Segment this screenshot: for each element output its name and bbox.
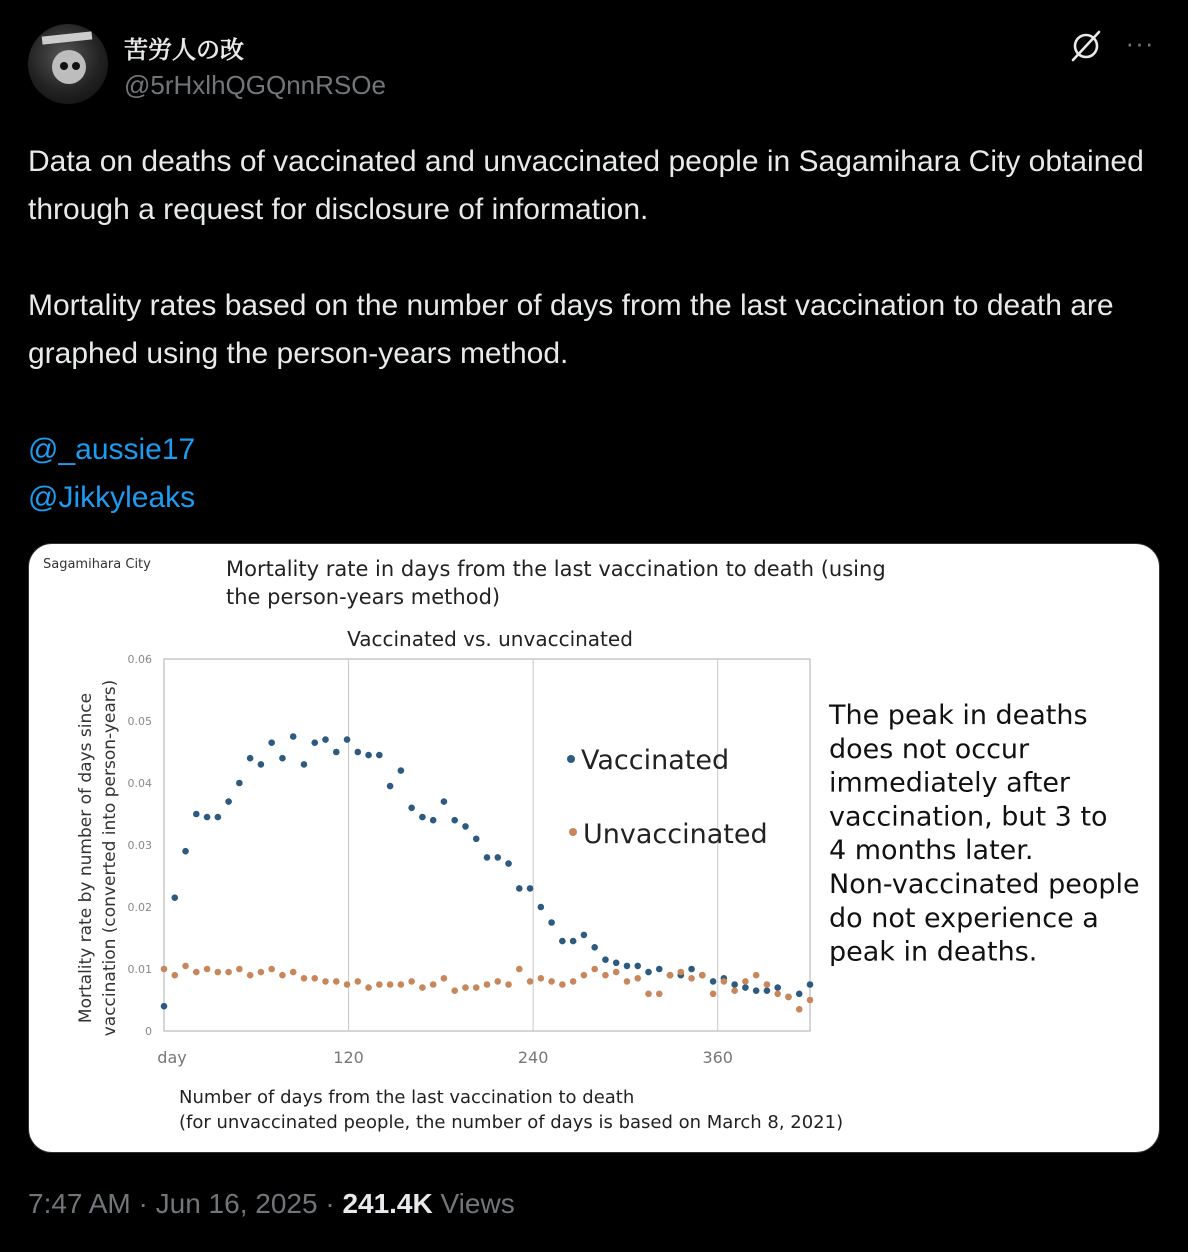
chart-annotation: The peak in deaths does not occur immediately after vaccination, but 3 to 4 months later. Non-vaccinated people do not experience a peak in deaths. <box>829 700 1140 968</box>
x-axis-label: (for unvaccinated people, the number of days is based on March 8, 2021) <box>179 1112 844 1133</box>
views-label: Views <box>440 1188 515 1219</box>
vaccinated-point <box>796 991 803 998</box>
tweet-paragraph: Data on deaths of vaccinated and unvaccinated people in Sagamihara City obtained through a request for disclosure of information. <box>28 145 1144 226</box>
vaccinated-point <box>398 767 405 774</box>
handle[interactable]: @5rHxlhQGQnnRSOe <box>124 70 386 100</box>
vaccinated-point <box>365 752 372 759</box>
unvaccinated-point <box>268 966 275 973</box>
unvaccinated-point <box>247 972 254 979</box>
vaccinated-point <box>322 736 329 743</box>
unvaccinated-point <box>441 975 448 982</box>
avatar-art <box>42 31 93 44</box>
unvaccinated-point <box>236 966 243 973</box>
unvaccinated-point <box>462 984 469 991</box>
unvaccinated-point <box>624 978 631 985</box>
vaccinated-point <box>516 885 523 892</box>
vaccinated-point <box>355 749 362 756</box>
vaccinated-point <box>634 963 641 970</box>
vaccinated-point <box>570 938 577 945</box>
legend-label-unvaccinated: Unvaccinated <box>583 819 768 850</box>
vaccinated-point <box>258 761 265 768</box>
unvaccinated-point <box>193 969 200 976</box>
tweet-paragraph: Mortality rates based on the number of days from the last vaccination to death are graphed using the person-years method. <box>28 289 1114 370</box>
vaccinated-point <box>527 885 534 892</box>
unvaccinated-point <box>581 972 588 979</box>
unvaccinated-point <box>527 978 534 985</box>
unvaccinated-point <box>591 966 598 973</box>
unvaccinated-point <box>753 972 760 979</box>
tweet-time[interactable]: 7:47 AM <box>28 1188 131 1219</box>
unvaccinated-point <box>215 969 222 976</box>
views-count: 241.4K <box>342 1188 433 1219</box>
y-tick-label: 0.02 <box>127 901 152 914</box>
vaccinated-point <box>182 848 189 855</box>
unvaccinated-point <box>613 969 620 976</box>
unvaccinated-point <box>699 972 706 979</box>
unvaccinated-point <box>398 981 405 988</box>
vaccinated-point <box>559 938 566 945</box>
unvaccinated-point <box>656 991 663 998</box>
avatar[interactable] <box>28 24 108 104</box>
vaccinated-point <box>430 817 437 824</box>
unvaccinated-point <box>473 984 480 991</box>
vaccinated-point <box>774 984 781 991</box>
x-tick-label: 240 <box>517 1048 549 1067</box>
unvaccinated-point <box>355 978 362 985</box>
avatar-eye <box>72 62 80 70</box>
vaccinated-point <box>408 805 415 812</box>
vaccinated-point <box>451 817 458 824</box>
unvaccinated-point <box>408 978 415 985</box>
separator: · <box>325 1188 335 1219</box>
vaccinated-point <box>225 798 232 805</box>
vaccinated-point <box>171 894 178 901</box>
x-tick-label: 120 <box>333 1048 364 1067</box>
unvaccinated-point <box>311 975 318 982</box>
vaccinated-point <box>311 739 318 746</box>
vaccinated-point <box>301 761 308 768</box>
y-axis-label: vaccination (converted into person-years) <box>100 679 120 1037</box>
unvaccinated-point <box>182 963 189 970</box>
tweet-timestamp <box>28 1188 515 1220</box>
vaccinated-point <box>419 814 426 821</box>
vaccinated-point <box>731 981 738 988</box>
unvaccinated-point <box>764 981 771 988</box>
vaccinated-point <box>656 966 663 973</box>
unvaccinated-point <box>516 966 523 973</box>
unvaccinated-point <box>430 981 437 988</box>
unvaccinated-point <box>645 991 652 998</box>
unvaccinated-point <box>225 969 232 976</box>
vaccinated-point <box>753 987 760 994</box>
grok-icon[interactable] <box>1068 28 1104 64</box>
unvaccinated-point <box>602 972 609 979</box>
unvaccinated-point <box>688 975 695 982</box>
vaccinated-point <box>613 960 620 967</box>
unvaccinated-point <box>678 969 685 976</box>
vaccinated-point <box>376 752 383 759</box>
legend-label-vaccinated: Vaccinated <box>581 745 730 776</box>
tweet-image[interactable] <box>28 543 1160 1153</box>
unvaccinated-point <box>731 987 738 994</box>
legend-marker-unvaccinated <box>569 828 577 836</box>
vaccinated-point <box>484 854 491 861</box>
unvaccinated-point <box>710 991 717 998</box>
vaccinated-point <box>279 755 286 762</box>
chart-title: the person-years method) <box>226 585 501 609</box>
vaccinated-point <box>247 755 254 762</box>
unvaccinated-point <box>505 981 512 988</box>
mention-link[interactable]: @_aussie17 <box>28 433 196 466</box>
unvaccinated-point <box>721 978 728 985</box>
vaccinated-point <box>505 860 512 867</box>
vaccinated-point <box>688 966 695 973</box>
vaccinated-point <box>441 798 448 805</box>
x-tick-label: 360 <box>702 1048 733 1067</box>
vaccinated-point <box>624 963 631 970</box>
vaccinated-point <box>268 739 275 746</box>
unvaccinated-point <box>548 978 555 985</box>
unvaccinated-point <box>634 975 641 982</box>
legend-marker-vaccinated <box>567 755 575 763</box>
vaccinated-point <box>462 823 469 830</box>
unvaccinated-point <box>161 966 168 973</box>
unvaccinated-point <box>376 981 383 988</box>
y-tick-label: 0.06 <box>127 653 152 666</box>
vaccinated-point <box>538 904 545 911</box>
avatar-eye <box>60 62 68 70</box>
unvaccinated-point <box>301 975 308 982</box>
tweet-date[interactable]: Jun 16, 2025 <box>155 1188 318 1219</box>
tweet-text <box>28 138 1158 522</box>
unvaccinated-point <box>570 978 577 985</box>
vaccinated-point <box>344 736 351 743</box>
unvaccinated-point <box>796 1006 803 1013</box>
unvaccinated-point <box>258 969 265 976</box>
unvaccinated-point <box>290 969 297 976</box>
vaccinated-point <box>581 932 588 939</box>
unvaccinated-point <box>387 981 394 988</box>
y-tick-label: 0.05 <box>127 715 152 728</box>
vaccinated-point <box>591 944 598 951</box>
vaccinated-point <box>645 969 652 976</box>
vaccinated-point <box>764 987 771 994</box>
vaccinated-point <box>807 981 814 988</box>
vaccinated-point <box>333 749 340 756</box>
y-tick-label: 0.04 <box>127 777 152 790</box>
unvaccinated-point <box>774 991 781 998</box>
unvaccinated-point <box>322 978 329 985</box>
unvaccinated-point <box>559 981 566 988</box>
vaccinated-point <box>494 854 501 861</box>
chart-subtitle: Vaccinated vs. unvaccinated <box>347 627 633 651</box>
unvaccinated-point <box>807 997 814 1004</box>
chart-title: Mortality rate in days from the last vaccination to death (using <box>226 557 886 581</box>
vaccinated-point <box>193 811 200 818</box>
unvaccinated-point <box>667 972 674 979</box>
unvaccinated-point <box>538 975 545 982</box>
x-tick-label: day <box>157 1048 187 1067</box>
vaccinated-point <box>710 978 717 985</box>
vaccinated-point <box>473 836 480 843</box>
display-name[interactable]: 苦労人の改 <box>124 37 244 64</box>
unvaccinated-point <box>333 978 340 985</box>
vaccinated-point <box>161 1003 168 1010</box>
y-axis-label: Mortality rate by number of days since <box>76 692 96 1024</box>
vaccinated-point <box>387 783 394 790</box>
more-icon[interactable]: ··· <box>1125 28 1155 58</box>
chart <box>29 544 1159 1152</box>
x-axis-label: Number of days from the last vaccination to death <box>179 1087 635 1108</box>
y-tick-label: 0.01 <box>127 963 152 976</box>
unvaccinated-point <box>279 972 286 979</box>
mention-link[interactable]: @Jikkyleaks <box>28 481 196 514</box>
vaccinated-point <box>742 984 749 991</box>
unvaccinated-point <box>484 981 491 988</box>
chart-corner-label: Sagamihara City <box>43 557 151 572</box>
separator: · <box>138 1188 148 1219</box>
unvaccinated-point <box>419 984 426 991</box>
unvaccinated-point <box>451 987 458 994</box>
unvaccinated-point <box>171 972 178 979</box>
y-tick-label: 0.03 <box>127 839 152 852</box>
vaccinated-point <box>602 956 609 963</box>
unvaccinated-point <box>785 994 792 1001</box>
vaccinated-point <box>204 814 211 821</box>
unvaccinated-point <box>204 966 211 973</box>
unvaccinated-point <box>344 981 351 988</box>
vaccinated-point <box>215 814 222 821</box>
avatar-skull <box>52 50 86 84</box>
vaccinated-point <box>290 733 297 740</box>
unvaccinated-point <box>494 978 501 985</box>
unvaccinated-point <box>742 978 749 985</box>
unvaccinated-point <box>365 984 372 991</box>
vaccinated-point <box>236 780 243 787</box>
y-tick-label: 0 <box>145 1025 152 1038</box>
vaccinated-point <box>548 919 555 926</box>
